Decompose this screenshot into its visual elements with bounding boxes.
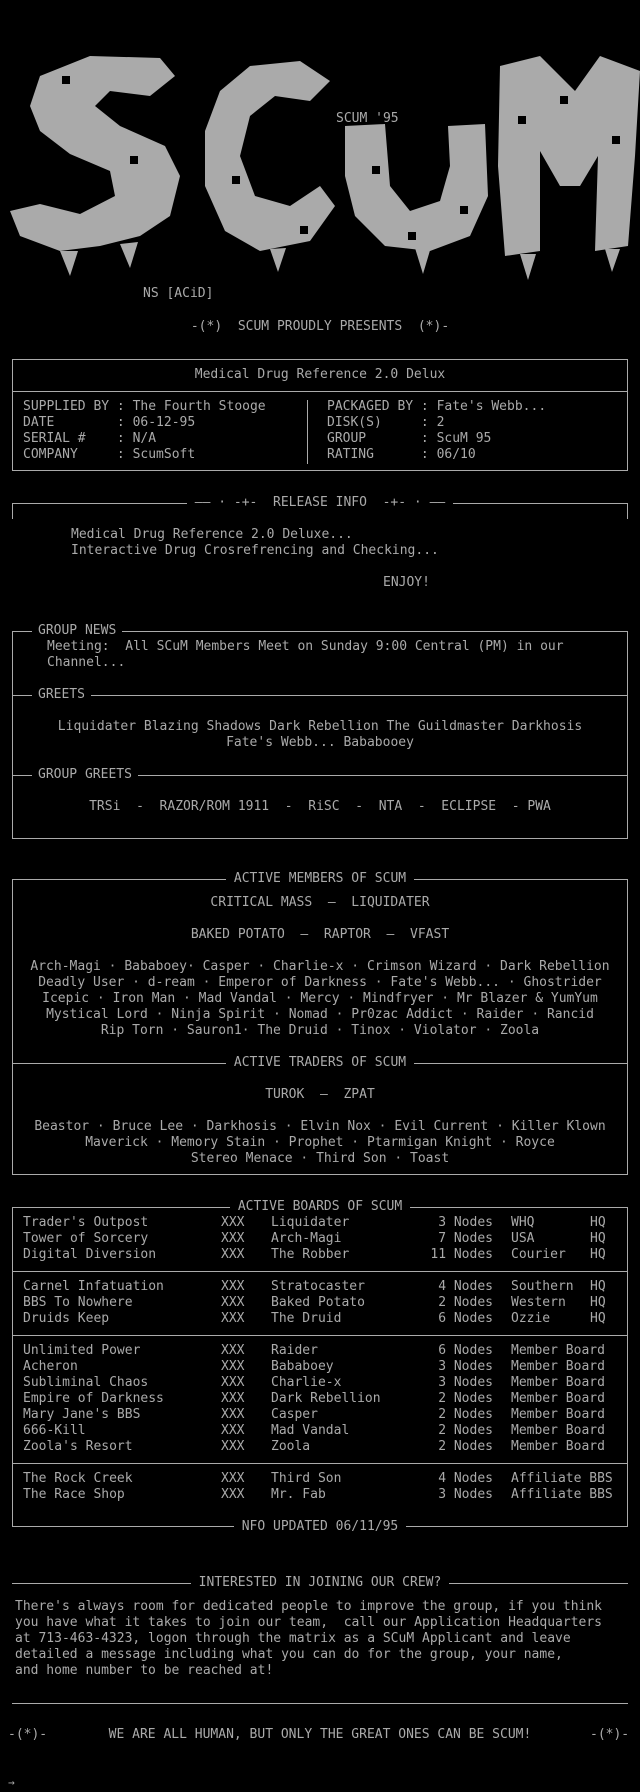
board-type: USA [511,1231,535,1246]
member-list-line: Mystical Lord · Ninja Spirit · Nomad · Pr0zac Addict · Raider · Rancid [46,1007,594,1022]
board-name: Tower of Sorcery [23,1231,149,1246]
release-info-line: Medical Drug Reference 2.0 Deluxe... [71,527,353,542]
board-type: Member Board [511,1407,605,1422]
boards-header: ACTIVE BOARDS OF SCUM [0,1199,640,1215]
traders-top-line: TUROK — ZPAT [265,1087,375,1102]
divider [12,1335,628,1336]
board-name: Druids Keep [23,1311,110,1326]
member-list-line: Arch-Magi · Bababoey· Casper · Charlie-x · Crimson Wizard · Dark Rebellion [30,959,610,974]
release-info-line: Interactive Drug Crosrefrencing and Checking... [71,543,439,558]
divider [307,400,308,464]
board-nodes: 6 Nodes [438,1343,493,1358]
board-xxx: XXX [221,1487,245,1502]
board-xxx: XXX [221,1231,245,1246]
board-nodes: 3 Nodes [438,1359,493,1374]
enjoy-text: ENJOY! [383,575,430,590]
release-info-header: —— · -+- RELEASE INFO -+- · —— [0,495,640,511]
board-type: Ozzie [511,1311,551,1326]
board-hq: HQ [590,1231,606,1246]
board-xxx: XXX [221,1423,245,1438]
board-sysop: Mr. Fab [271,1487,326,1502]
board-sysop: Baked Potato [271,1295,365,1310]
member-list-line: Icepic · Iron Man · Mad Vandal · Mercy · Mindfryer · Mr Blazer & YumYum [42,991,598,1006]
cursor-icon: → [8,1776,15,1789]
board-nodes: 3 Nodes [438,1375,493,1390]
board-sysop: Liquidater [271,1215,350,1230]
trader-list-line: Maverick · Memory Stain · Prophet · Ptarmigan Knight · Royce [85,1135,555,1150]
board-xxx: XXX [221,1471,245,1486]
board-nodes: 7 Nodes [438,1231,493,1246]
board-hq: HQ [590,1295,606,1310]
board-xxx: XXX [221,1247,245,1262]
board-type: Member Board [511,1391,605,1406]
members-top-line: BAKED POTATO — RAPTOR — VFAST [190,927,450,942]
board-xxx: XXX [221,1375,245,1390]
board-type: Courier [511,1247,566,1262]
join-line: you have what it takes to join our team, call our Application Headquarters [15,1615,602,1630]
board-type: Member Board [511,1423,605,1438]
board-type: Member Board [511,1359,605,1374]
board-type: WHQ [511,1215,535,1230]
group-news-label: GROUP NEWS [32,623,122,639]
release-field: RATING : 06/10 [327,447,476,462]
board-hq: HQ [590,1247,606,1262]
board-name: Carnel Infatuation [23,1279,164,1294]
board-sysop: The Robber [271,1247,350,1262]
board-name: Zoola's Resort [23,1439,133,1454]
board-sysop: Arch-Magi [271,1231,342,1246]
board-sysop: Raider [271,1343,318,1358]
board-nodes: 4 Nodes [438,1471,493,1486]
board-nodes: 2 Nodes [438,1439,493,1454]
board-name: Empire of Darkness [23,1391,164,1406]
greets-label: GREETS [32,687,91,703]
footer-slogan: WE ARE ALL HUMAN, BUT ONLY THE GREAT ONES CAN BE SCUM! [108,1727,532,1742]
scum-logo-art [0,36,640,296]
release-field: COMPANY : ScumSoft [23,447,196,462]
board-xxx: XXX [221,1359,245,1374]
footer-left-mark: -(*)- [8,1727,48,1742]
board-nodes: 4 Nodes [438,1279,493,1294]
board-type: Affiliate BBS [511,1471,613,1486]
board-nodes: 2 Nodes [438,1423,493,1438]
release-field: DATE : 06-12-95 [23,415,196,430]
board-name: The Race Shop [23,1487,125,1502]
board-xxx: XXX [221,1215,245,1230]
artist-credit: NS [ACiD] [143,286,214,301]
board-sysop: Zoola [271,1439,311,1454]
group-greets-label: GROUP GREETS [32,767,138,783]
board-sysop: Charlie-x [271,1375,342,1390]
board-name: The Rock Creek [23,1471,133,1486]
board-type: Western [511,1295,566,1310]
board-type: Affiliate BBS [511,1487,613,1502]
board-name: Digital Diversion [23,1247,157,1262]
board-name: Acheron [23,1359,78,1374]
board-xxx: XXX [221,1343,245,1358]
board-sysop: Stratocaster [271,1279,365,1294]
board-type: Member Board [511,1343,605,1358]
board-name: BBS To Nowhere [23,1295,133,1310]
divider [12,1271,628,1272]
members-header: ACTIVE MEMBERS OF SCUM [0,871,640,887]
board-name: Mary Jane's BBS [23,1407,141,1422]
board-hq: HQ [590,1279,606,1294]
presents-line: -(*) SCUM PROUDLY PRESENTS (*)- [190,319,450,334]
board-xxx: XXX [221,1407,245,1422]
greets-line: Liquidater Blazing Shadows Dark Rebellion The Guildmaster Darkhosis [57,719,583,734]
divider [12,1703,628,1704]
board-type: Southern [511,1279,574,1294]
news-line: Channel... [47,655,126,670]
board-nodes: 3 Nodes [438,1487,493,1502]
board-sysop: The Druid [271,1311,342,1326]
board-xxx: XXX [221,1295,245,1310]
board-nodes: 6 Nodes [438,1311,493,1326]
board-nodes: 11 Nodes [430,1247,493,1262]
logo-caption: SCUM '95 [336,111,399,126]
board-sysop: Dark Rebellion [271,1391,381,1406]
join-line: There's always room for dedicated people to improve the group, if you think [15,1599,602,1614]
release-field: DISK(S) : 2 [327,415,445,430]
board-name: Unlimited Power [23,1343,141,1358]
release-field: PACKAGED BY : Fate's Webb... [327,399,547,414]
divider [12,695,628,696]
release-field: GROUP : ScuM 95 [327,431,492,446]
board-nodes: 2 Nodes [438,1391,493,1406]
join-line: at 713-463-4323, logon through the matrix as a SCuM Applicant and leave [15,1631,571,1646]
board-xxx: XXX [221,1391,245,1406]
group-greets-line: TRSi - RAZOR/ROM 1911 - RiSC - NTA - ECLIPSE - PWA [89,799,551,814]
board-xxx: XXX [221,1439,245,1454]
board-sysop: Bababoey [271,1359,334,1374]
divider [12,391,628,392]
board-sysop: Mad Vandal [271,1423,350,1438]
members-top-line: CRITICAL MASS — LIQUIDATER [210,895,430,910]
greets-line: Fate's Webb... Bababooey [226,735,414,750]
board-xxx: XXX [221,1279,245,1294]
board-sysop: Casper [271,1407,318,1422]
board-type: Member Board [511,1375,605,1390]
board-nodes: 2 Nodes [438,1295,493,1310]
board-nodes: 3 Nodes [438,1215,493,1230]
board-name: Trader's Outpost [23,1215,149,1230]
member-list-line: Deadly User · d-ream · Emperor of Darkness · Fate's Webb... · Ghostrider [38,975,602,990]
board-name: Subliminal Chaos [23,1375,149,1390]
board-hq: HQ [590,1311,606,1326]
nfo-updated: NFO UPDATED 06/11/95 [0,1519,640,1535]
board-type: Member Board [511,1439,605,1454]
board-hq: HQ [590,1215,606,1230]
join-line: and home number to be reached at! [15,1663,274,1678]
news-line: Meeting: All SCuM Members Meet on Sunday 9:00 Central (PM) in our [47,639,564,654]
board-name: 666-Kill [23,1423,86,1438]
board-nodes: 2 Nodes [438,1407,493,1422]
release-field: SERIAL # : N/A [23,431,157,446]
release-field: SUPPLIED BY : The Fourth Stooge [23,399,266,414]
join-line: detailed a message including what you can do for the group, your name, [15,1647,563,1662]
trader-list-line: Beastor · Bruce Lee · Darkhosis · Elvin Nox · Evil Current · Killer Klown [34,1119,606,1134]
board-sysop: Third Son [271,1471,342,1486]
divider [12,1463,628,1464]
footer-right-mark: -(*)- [590,1727,630,1742]
trader-list-line: Stereo Menace · Third Son · Toast [190,1151,450,1166]
member-list-line: Rip Torn · Sauron1· The Druid · Tinox · Violator · Zoola [100,1023,540,1038]
board-xxx: XXX [221,1311,245,1326]
join-header: INTERESTED IN JOINING OUR CREW? [0,1575,640,1591]
traders-header: ACTIVE TRADERS OF SCUM [0,1055,640,1071]
release-title: Medical Drug Reference 2.0 Delux [194,367,446,382]
